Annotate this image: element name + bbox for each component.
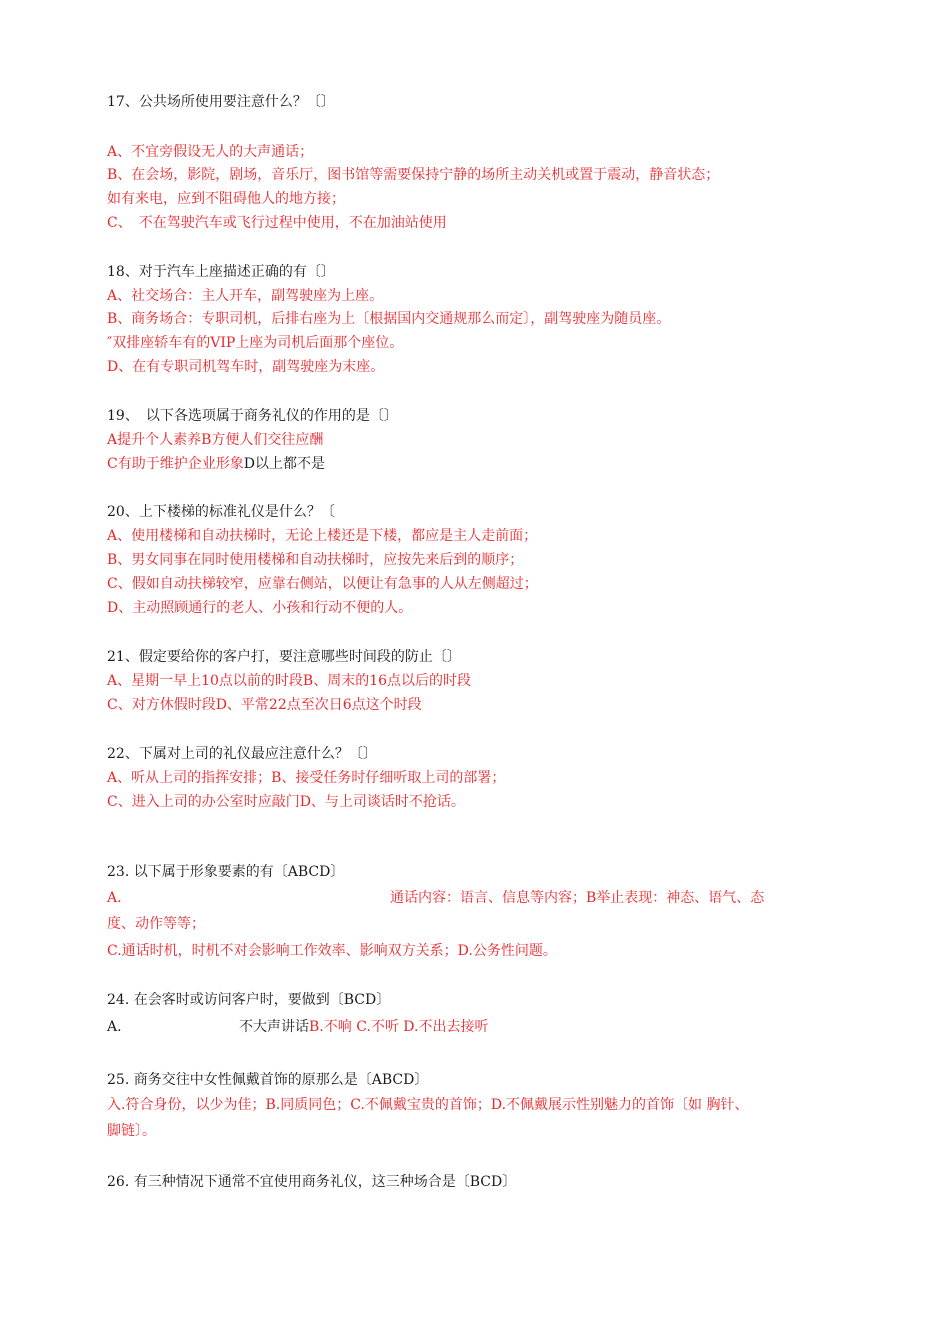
question-21-title: 21、假定要给你的客户打，要注意哪些时间段的防止〔〕 — [107, 649, 461, 665]
question-25-title: 25. 商务交往中女性佩戴首饰的原那么是〔ABCD〕 — [107, 1072, 429, 1088]
question-20-option-d: D、主动照顾通行的老人、小孩和行动不便的人。 — [107, 600, 413, 616]
question-21-options-ab: A、星期一早上10点以前的时段B、周末的16点以后的时段 — [107, 673, 472, 689]
question-20-option-a: A、使用楼梯和自动扶梯时，无论上楼还是下楼，都应是主人走前面； — [107, 528, 538, 544]
question-26-title: 26. 有三种情况下通常不宜使用商务礼仪，这三种场合是〔BCD〕 — [107, 1174, 517, 1190]
question-23-option-a-text: 通话内容：语言、信息等内容；B举止表现：神态、语气、态 — [390, 890, 765, 906]
question-25-options: 入.符合身份，以少为佳；B.同质同色；C.不佩戴宝贵的首饰；D.不佩戴展示性别魅力的首饰〔如 胸针、 — [107, 1097, 749, 1113]
question-25-options-cont: 脚链〕。 — [107, 1123, 156, 1139]
question-19-option-d: D以上都不是 — [243, 456, 325, 472]
question-18-title: 18、对于汽车上座描述正确的有〔〕 — [107, 264, 335, 280]
question-24-options-bcd: B.不响 C.不听 D.不出去接听 — [309, 1019, 489, 1035]
question-23-option-a-label: A. — [107, 890, 122, 906]
question-24-title: 24. 在会客时或访问客户时，要做到〔BCD〕 — [107, 992, 391, 1008]
question-20-option-c: C、假如自动扶梯较窄，应靠右侧站，以便让有急事的人从左侧超过； — [107, 576, 538, 592]
question-20-title: 20、上下楼梯的标准礼仪是什么？〔 — [107, 504, 335, 520]
question-18-option-b: B、商务场合：专职司机，后排右座为上〔根据国内交通规那么而定〕，副驾驶座为随员座。 — [107, 311, 671, 327]
question-24-options — [107, 1017, 607, 1037]
question-17-option-b-cont: 如有来电，应到不阻碍他人的地方接； — [107, 191, 345, 207]
question-19-options-cd — [107, 454, 325, 474]
question-18-option-d: D、在有专职司机驾车时，副驾驶座为末座。 — [107, 359, 385, 375]
question-20-option-b: B、男女同事在同时使用楼梯和自动扶梯时，应按先来后到的顺序； — [107, 552, 524, 568]
question-19-options-ab: A提升个人素养B方便人们交往应酬 — [107, 432, 324, 448]
question-22-options-cd: C、进入上司的办公室时应敲门D、与上司谈话时不抢话。 — [107, 794, 465, 810]
question-23-options-cd: C.通话时机，时机不对会影响工作效率、影响双方关系；D.公务性问题。 — [107, 943, 557, 959]
question-22-title: 22、下属对上司的礼仪最应注意什么？〔〕 — [107, 746, 377, 762]
question-24-option-a-text: 不大声讲话 — [239, 1019, 309, 1035]
question-18-option-a: A、社交场合：主人开车，副驾驶座为上座。 — [107, 288, 384, 304]
question-17-title: 17、公共场所使用要注意什么？〔〕 — [107, 94, 335, 110]
question-24-option-a-label: A. — [107, 1019, 122, 1035]
question-23-option-a-cont: 度、动作等等； — [107, 916, 205, 932]
question-17-option-b: B、在会场，影院，剧场，音乐厅，图书馆等需要保持宁静的场所主动关机或置于震动，静音状态； — [107, 167, 720, 183]
question-22-options-ab: A、听从上司的指挥安排；B、接受任务时仔细听取上司的部署； — [107, 770, 506, 786]
question-23-title: 23. 以下属于形象要素的有〔ABCD〕 — [107, 864, 345, 880]
question-17-option-c: C、 不在驾驶汽车或飞行过程中使用，不在加油站使用 — [107, 215, 447, 231]
question-21-options-cd: C、对方休假时段D、平常22点至次日6点这个时段 — [107, 697, 422, 713]
question-23-option-a — [107, 888, 827, 908]
question-19-option-c: C有助于维护企业形象 — [107, 456, 244, 472]
question-19-title: 19、 以下各选项属于商务礼仪的作用的是〔〕 — [107, 408, 398, 424]
question-17-option-a: A、不宜旁假设无人的大声通话； — [107, 144, 314, 160]
question-18-option-c: ″双排座轿车有的VIP上座为司机后面那个座位。 — [107, 335, 404, 351]
